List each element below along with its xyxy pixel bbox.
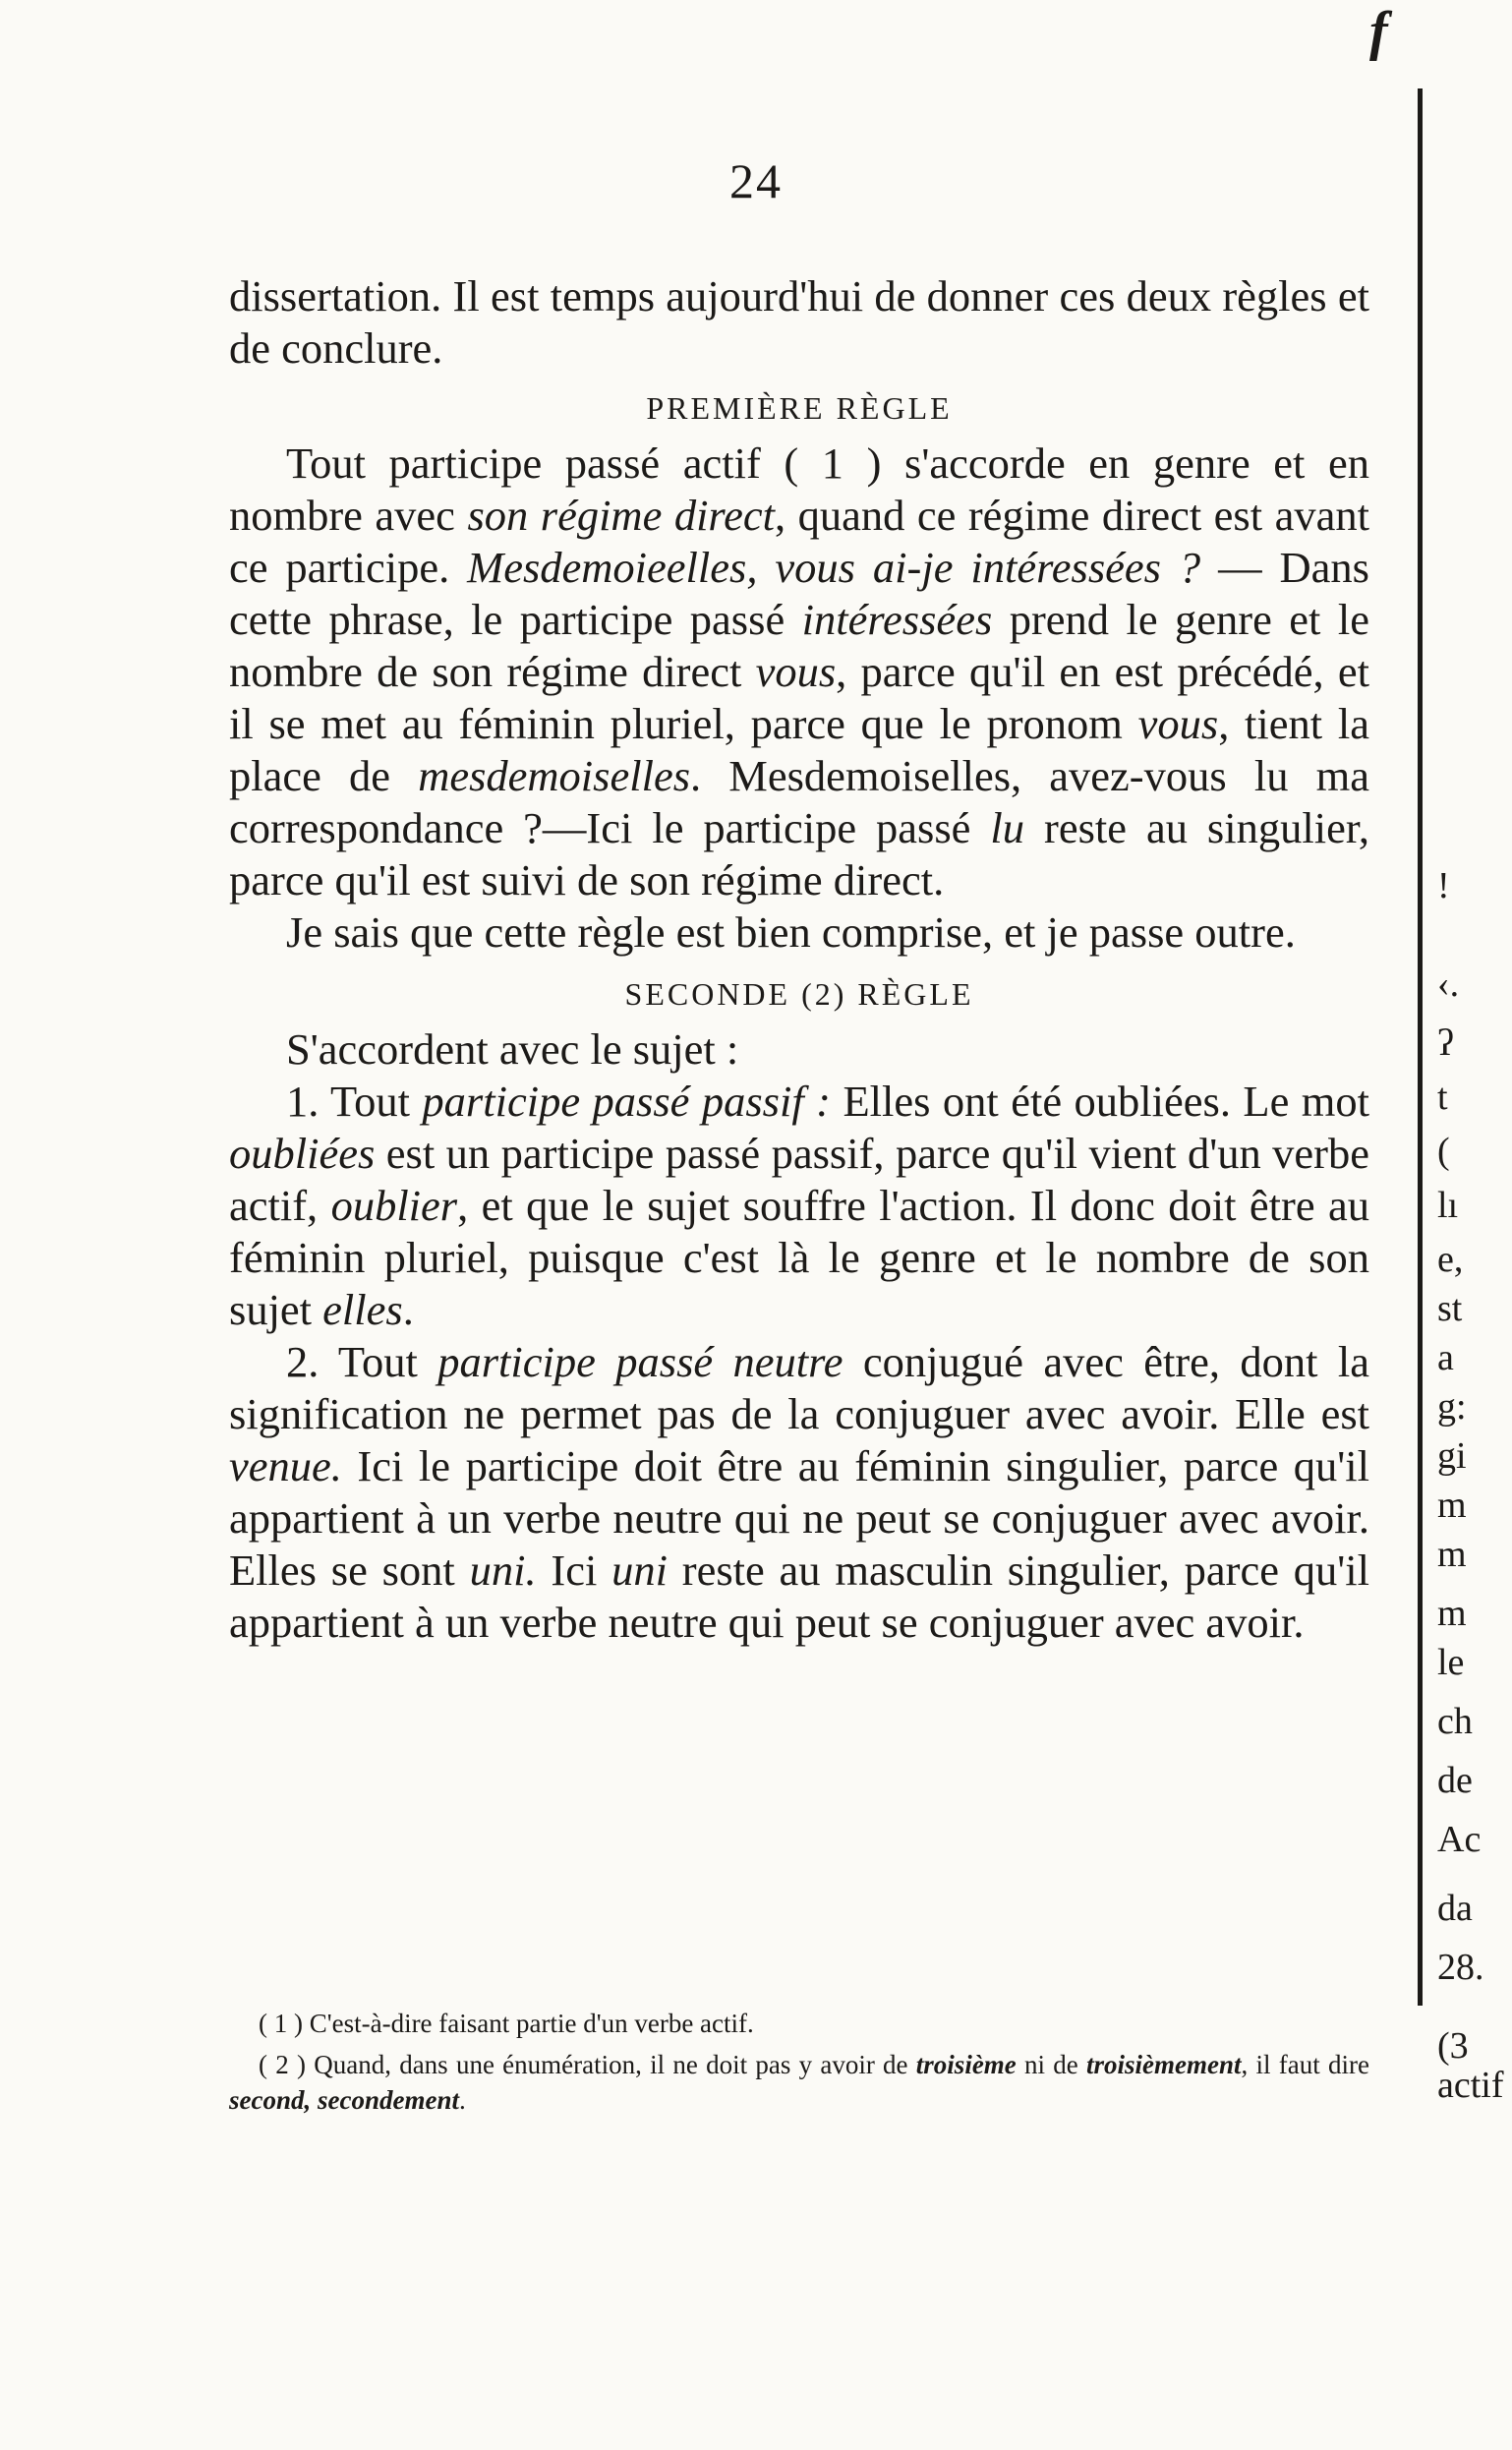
list-item-2: 2. Tout participe passé neutre conjugué avec être, dont la signification ne permet pas de la conjuguer avec avoir. Elle est venue. Ici le participe doit être au féminin singulier, parce qu'il appartient à un verbe neutre qui ne peut se conjuguer avec avoir. Elles se sont uni. Ici uni reste au masculin singulier, parce qu'il appartient à un verbe neutre qui peut se conjuguer avec avoir. xyxy=(229,1337,1370,1647)
facing-page-fragment: e, xyxy=(1437,1239,1464,1280)
facing-page-fragment: ! xyxy=(1437,865,1450,906)
paragraph-intro: dissertation. Il est temps aujourd'hui de donner ces deux règles et de conclure. xyxy=(229,271,1369,373)
facing-page-fragment: lı xyxy=(1437,1185,1459,1226)
footnote-2: ( 2 ) Quand, dans une énumération, il ne doit pas y avoir de troisième ni de troisièmement, il faut dire second, secondement. xyxy=(229,2050,1369,2115)
paragraph-accord: S'accordent avec le sujet : xyxy=(286,1024,739,1074)
facing-page-fragment: 28. xyxy=(1437,1947,1484,1988)
facing-page-fragment: m xyxy=(1437,1534,1467,1575)
corner-mark: f xyxy=(1369,1,1388,62)
list-item-1: 1. Tout participe passé passif : Elles ont été oubliées. Le mot oubliées est un participe passé passif, parce qu'il vient d'un verbe actif, oublier, et que le sujet souffre l'action. Il donc doit être au féminin pluriel, puisque c'est là le genre et le nombre de son sujet elles. xyxy=(229,1077,1370,1334)
heading-seconde-regle: SECONDE (2) RÈGLE xyxy=(624,976,974,1012)
facing-page-fragment: le xyxy=(1437,1642,1465,1683)
heading-premiere-regle: PREMIÈRE RÈGLE xyxy=(646,390,953,426)
paragraph-rule-1: Tout participe passé actif ( 1 ) s'accorde en genre et en nombre avec son régime direct, quand ce régime direct est avant ce participe. Mesdemoieelles, vous ai-je intéressées ? — Dans cette phrase, le participe passé intéressées prend le genre et le nombre de son régime direct vous, parce qu'il en est précédé, et il se met au féminin pluriel, parce que le pronom vous, tient la place de mesdemoiselles. Mesdemoiselles, avez-vous lu ma correspondance ?—Ici le participe passé lu reste au singulier, parce qu'il est suivi de son régime direct. xyxy=(229,438,1370,904)
facing-page-fragment: ‹. xyxy=(1437,963,1460,1005)
facing-page-fragment: g: xyxy=(1437,1386,1467,1428)
facing-page-fragment: da xyxy=(1437,1888,1473,1929)
facing-page-fragment: m xyxy=(1437,1485,1467,1526)
facing-page-fragment: ch xyxy=(1437,1701,1473,1742)
facing-page-fragment: actif xyxy=(1437,2065,1504,2106)
footnotes xyxy=(229,2006,1369,2124)
facing-page-fragment: de xyxy=(1437,1760,1473,1801)
facing-page-fragment: ( xyxy=(1437,1131,1450,1172)
main-text xyxy=(229,270,1369,1649)
facing-page-fragment: gi xyxy=(1437,1435,1467,1477)
facing-page-edge xyxy=(1418,88,1432,2006)
paragraph-understood: Je sais que cette règle est bien comprise, et je passe outre. xyxy=(286,907,1296,957)
page-number: 24 xyxy=(729,153,783,208)
facing-page-fragment: a xyxy=(1437,1337,1454,1378)
facing-page-fragment: t xyxy=(1437,1077,1448,1118)
footnote-1: ( 1 ) C'est-à-dire faisant partie d'un verbe actif. xyxy=(259,2009,754,2038)
facing-page-fragment: (3 xyxy=(1437,2025,1469,2067)
facing-page-fragment: m xyxy=(1437,1593,1467,1634)
facing-page-fragment: Ac xyxy=(1437,1819,1482,1860)
facing-page-fragment: ʔ xyxy=(1437,1022,1454,1064)
facing-page-fragment: st xyxy=(1437,1288,1463,1329)
